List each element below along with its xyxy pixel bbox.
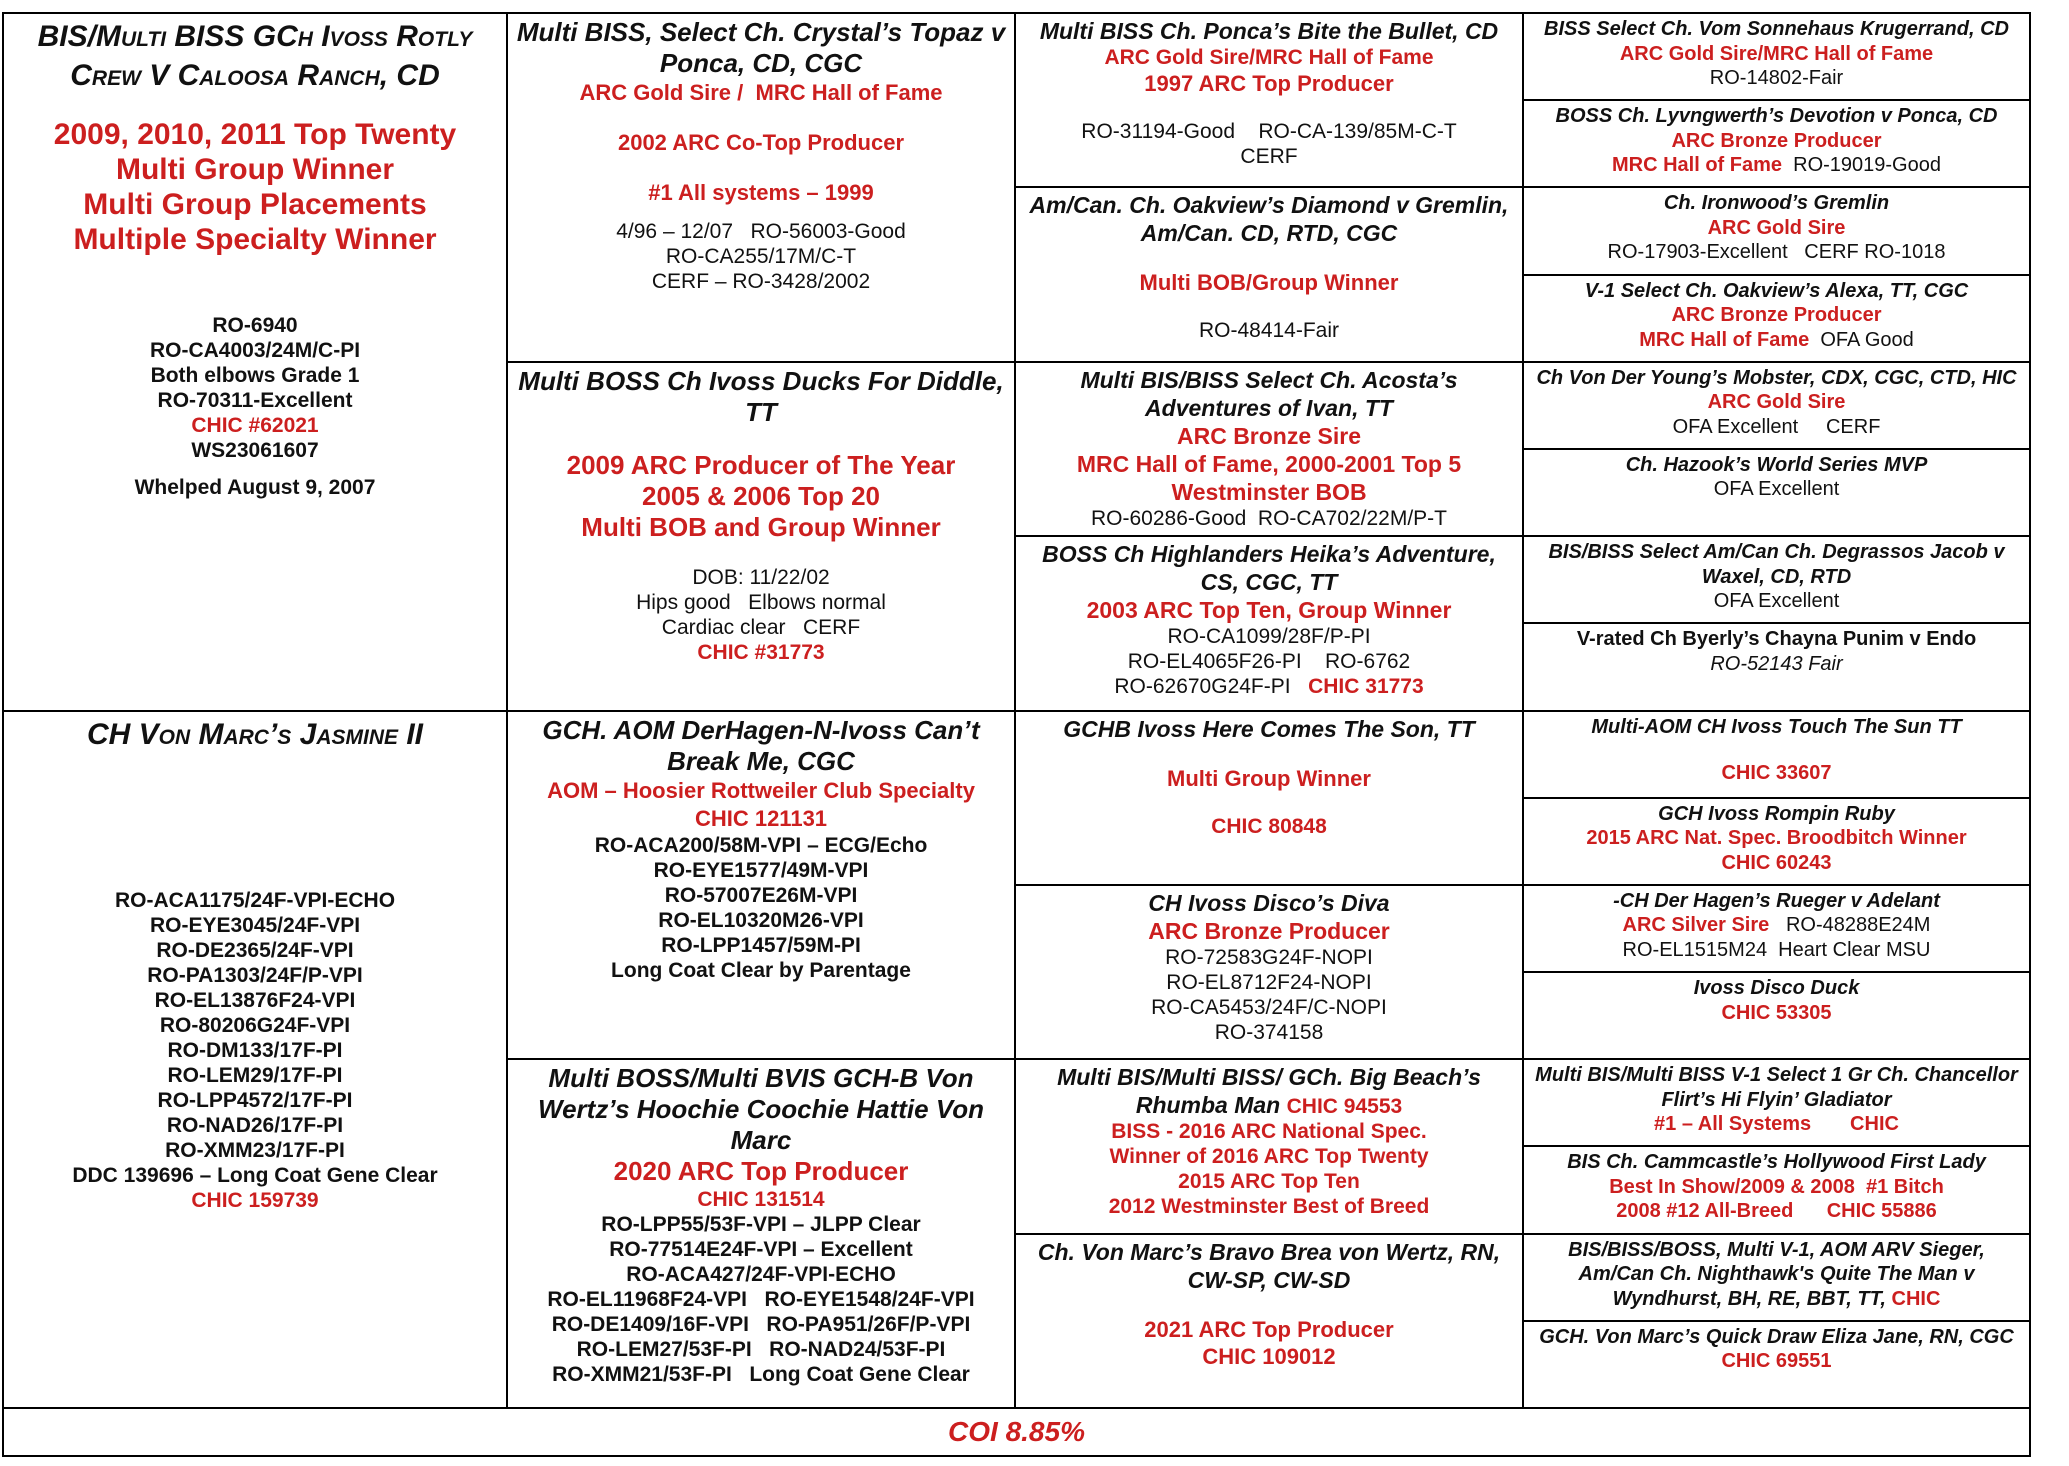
pedigree-line: RO-60286-Good RO-CA702/22M/P-T [1091, 506, 1447, 530]
pedigree-line-tail: CHIC [1891, 1287, 1941, 1310]
pedigree-cell-col3-2 [1016, 188, 1524, 362]
dog-name: Ch. Hazook’s World Series MVP [1625, 453, 1928, 476]
pedigree-cell-col2-1 [508, 14, 1016, 363]
pedigree-chart [2, 12, 2067, 1457]
pedigree-line: RO-62670G24F-PI [1114, 675, 1309, 699]
pedigree-cell-col1-2 [4, 712, 508, 1410]
pedigree-line: RO-LEM29/17F-PI [167, 1063, 343, 1087]
pedigree-line: RO-48414-Fair [1198, 319, 1340, 343]
pedigree-line: CHIC 121131 [694, 805, 828, 831]
pedigree-line: RO-EL11968F24-VPI RO-EYE1548/24F-VPI [547, 1288, 975, 1312]
pedigree-cell-col1-1 [4, 14, 508, 712]
pedigree-line: MRC Hall of Fame [1611, 154, 1794, 177]
pedigree-line-group [1612, 153, 1941, 178]
dog-name: Multi BOSS/Multi BVIS GCH-B Von Wertz’s Hoochie Coochie Hattie Von Marc [538, 1063, 992, 1156]
pedigree-line: ARC Bronze Producer [1148, 917, 1390, 944]
dog-name: CH Von Marc’s Jasmine II [86, 717, 424, 751]
pedigree-cell-col3-1 [1016, 14, 1524, 188]
pedigree-line: 2015 ARC Top Ten [1178, 1170, 1360, 1194]
pedigree-line: RO-14802-Fair [1709, 67, 1844, 89]
pedigree-line: RO-XMM23/17F-PI [165, 1138, 345, 1162]
pedigree-line: 2005 & 2006 Top 20 [642, 480, 880, 511]
pedigree-cell-col4-8 [1524, 624, 2029, 711]
pedigree-line: RO-EL8712F24-NOPI [1166, 970, 1372, 994]
pedigree-cell-col3-3 [1016, 363, 1524, 537]
pedigree-line-group [1114, 674, 1423, 699]
pedigree-line: 2020 ARC Top Producer [613, 1156, 909, 1187]
pedigree-line: 2009, 2010, 2011 Top Twenty [53, 118, 457, 151]
pedigree-line: RO-LPP4572/17F-PI [157, 1088, 353, 1112]
pedigree-line: RO-374158 [1214, 1020, 1324, 1044]
pedigree-line: RO-EL1515M24 Heart Clear MSU [1622, 938, 1931, 961]
pedigree-line: 2002 ARC Co-Top Producer [617, 130, 905, 155]
pedigree-line: Long Coat Clear by Parentage [611, 958, 911, 982]
pedigree-line: Best In Show/2009 & 2008 #1 Bitch [1609, 1175, 1944, 1198]
pedigree-line: RO-EYE3045/24F-VPI [149, 913, 361, 937]
pedigree-line-tail: ARC Gold Sire/MRC Hall of Fame [1104, 46, 1434, 69]
pedigree-line: Cardiac clear CERF [661, 615, 861, 639]
pedigree-cell-col4-12 [1524, 973, 2029, 1060]
dog-name: Am/Can. Ch. Oakview’s Diamond v Gremlin, Am/Can. CD, RTD, CGC [1029, 192, 1514, 247]
pedigree-line: 4/96 – 12/07 RO-56003-Good [616, 220, 906, 243]
pedigree-line: 2015 ARC Nat. Spec. Broodbitch Winner [1586, 827, 1967, 850]
pedigree-line-tail: OFA Good [1820, 328, 1914, 351]
pedigree-line-group [1532, 1238, 2021, 1312]
pedigree-line: RO-72583G24F-NOPI [1165, 945, 1373, 969]
pedigree-cell-col4-11 [1524, 886, 2029, 973]
pedigree-line: CHIC 109012 [1202, 1343, 1336, 1369]
pedigree-line: 2012 Westminster Best of Breed [1108, 1195, 1430, 1219]
pedigree-cell-col4-15 [1524, 1235, 2029, 1322]
pedigree-cell-col4-14 [1524, 1147, 2029, 1234]
pedigree-line: RO-LPP55/53F-VPI – JLPP Clear [601, 1213, 921, 1237]
pedigree-line: RO-57007E26M-VPI [664, 883, 858, 907]
pedigree-line: Multi BOB/Group Winner [1139, 270, 1399, 296]
pedigree-line-group [1532, 17, 2021, 66]
pedigree-line: RO-CA5453/24F/C-NOPI [1151, 995, 1387, 1019]
pedigree-line: RO-80206G24F-VPI [159, 1013, 351, 1037]
pedigree-line: CERF [1240, 145, 1298, 168]
pedigree-line: RO-LEM27/53F-PI RO-NAD24/53F-PI [576, 1338, 946, 1362]
pedigree-line: RO-DM133/17F-PI [167, 1038, 343, 1062]
pedigree-line: Multi Group Winner [115, 153, 395, 186]
pedigree-line: CHIC 53305 [1721, 1001, 1832, 1024]
pedigree-line: RO-77514E24F-VPI – Excellent [609, 1238, 913, 1262]
pedigree-cell-col4-1 [1524, 14, 2029, 101]
pedigree-cell-col4-2 [1524, 101, 2037, 188]
pedigree-line-group [1532, 366, 2067, 415]
pedigree-line: DOB: 11/22/02 [692, 565, 830, 589]
pedigree-line: ARC Gold Sire [1707, 216, 1846, 239]
pedigree-line: DDC 139696 – Long Coat Gene Clear [72, 1163, 438, 1187]
pedigree-cell-col3-7 [1016, 1060, 1524, 1234]
pedigree-line-tail: CHIC 31773 [1308, 675, 1424, 699]
pedigree-line: BISS - 2016 ARC National Spec. [1111, 1120, 1427, 1144]
dog-name: V-rated Ch Byerly’s Chayna Punim v Endo [1576, 628, 1977, 651]
pedigree-line: OFA Excellent CERF [1672, 415, 1881, 438]
dog-name: BOSS Ch Highlanders Heika’s Adventure, CS, CGC, TT [1042, 541, 1503, 596]
pedigree-line: AOM – Hoosier Rottweiler Club Specialty [547, 777, 975, 803]
pedigree-line: RO-31194-Good RO-CA-139/85M-C-T [1081, 120, 1457, 143]
pedigree-cell-col3-4 [1016, 537, 1524, 711]
pedigree-line-tail: ARC Gold Sire [1707, 391, 1846, 414]
pedigree-line: RO-70311-Excellent [157, 389, 353, 412]
dog-name: Multi BIS/BISS Select Ch. Acosta’s Adventures of Ivan, TT [1080, 366, 1464, 421]
pedigree-cell-col4-6 [1524, 450, 2029, 537]
pedigree-line: Both elbows Grade 1 [150, 364, 360, 387]
pedigree-line: RO-EL4065F26-PI RO-6762 [1127, 650, 1411, 674]
dog-name: BIS/Multi BISS GCh Ivoss Rotly Crew V Caloosa Ranch, CD [37, 20, 481, 92]
dog-name: Ch. Ironwood’s Gremlin [1663, 192, 1890, 215]
pedigree-cell-col2-3 [508, 712, 1016, 1061]
pedigree-line: RO-52143 Fair [1710, 652, 1843, 675]
pedigree-line: CHIC 131514 [697, 1188, 825, 1212]
dog-name: Multi BIS/Multi BISS V-1 Select 1 Gr Ch. Chancellor Flirt’s Hi Flyin’ Gladiator [1535, 1064, 2024, 1111]
pedigree-cell-col4-10 [1524, 799, 2029, 886]
pedigree-cell-col2-2 [508, 363, 1016, 712]
dog-name: Multi BIS/Multi BISS/ GCh. Big Beach’s Rhumba Man [1057, 1064, 1488, 1119]
pedigree-line: RO-LPP1457/59M-PI [661, 933, 861, 957]
pedigree-cell-col4-16 [1524, 1322, 2029, 1409]
dog-name: Ch. Von Marc’s Bravo Brea von Wertz, RN, CW-SP, CW-SD [1037, 1238, 1507, 1293]
pedigree-cell-col3-6 [1016, 886, 1524, 1060]
pedigree-line: CHIC 159739 [191, 1188, 319, 1212]
pedigree-cell-col2-4 [508, 1060, 1016, 1409]
pedigree-line-group [1532, 104, 2037, 153]
pedigree-line: Hips good Elbows normal [636, 590, 886, 614]
pedigree-line: ARC Gold Sire / MRC Hall of Fame [579, 80, 943, 105]
dog-name: CH Ivoss Disco’s Diva [1148, 889, 1390, 916]
dog-name: BIS Ch. Cammcastle’s Hollywood First Lady [1567, 1151, 1986, 1174]
pedigree-line: RO-EYE1577/49M-VPI [653, 858, 869, 882]
pedigree-cell-col4-5 [1524, 363, 2067, 450]
pedigree-cell-col3-5 [1016, 712, 1524, 886]
pedigree-line: RO-EL10320M26-VPI [658, 908, 864, 932]
pedigree-line: MRC Hall of Fame, 2000-2001 Top 5 [1076, 450, 1462, 477]
pedigree-line-group [1024, 17, 1514, 70]
pedigree-line-group [1024, 1063, 1514, 1119]
dog-name: V-1 Select Ch. Oakview’s Alexa, TT, CGC [1584, 279, 1969, 302]
dog-name: BISS Select Ch. Vom Sonnehaus Krugerrand, CD [1544, 18, 2021, 40]
pedigree-line: 1997 ARC Top Producer [1144, 71, 1394, 96]
coi-footer [4, 1409, 2029, 1455]
pedigree-line: Multi BOB and Group Winner [581, 511, 941, 542]
pedigree-line: CHIC 60243 [1721, 851, 1832, 874]
pedigree-line-group [1639, 328, 1914, 353]
pedigree-line: RO-CA255/17M/C-T [665, 245, 857, 268]
pedigree-line: Multiple Specialty Winner [73, 223, 437, 256]
pedigree-line: CHIC 69551 [1721, 1350, 1832, 1373]
pedigree-line: RO-ACA427/24F-VPI-ECHO [626, 1263, 896, 1287]
dog-name: BOSS Ch. Lyvngwerth’s Devotion v Ponca, CD [1555, 105, 2037, 128]
dog-name: Multi BOSS Ch Ivoss Ducks For Diddle, TT [518, 365, 1011, 427]
pedigree-line: #1 – All Systems CHIC [1654, 1113, 1899, 1136]
dog-name: GCH. Von Marc’s Quick Draw Eliza Jane, RN, CGC [1539, 1325, 2014, 1348]
pedigree-line: Multi Group Placements [83, 188, 427, 221]
dog-name: Multi BISS Ch. Ponca’s Bite the Bullet, CD [1039, 18, 1511, 44]
pedigree-line: ARC Bronze Sire [1176, 422, 1362, 449]
pedigree-line: RO-XMM21/53F-PI Long Coat Gene Clear [552, 1363, 970, 1387]
pedigree-line: Westminster BOB [1171, 478, 1367, 505]
pedigree-line: ARC Bronze Producer [1671, 304, 1882, 327]
pedigree-line: 2008 #12 All-Breed CHIC 55886 [1616, 1200, 1937, 1223]
pedigree-line: RO-6940 [212, 314, 298, 337]
dog-name: Multi BISS, Select Ch. Crystal’s Topaz v Ponca, CD, CGC [516, 17, 1013, 78]
pedigree-line: 2021 ARC Top Producer [1144, 1316, 1394, 1342]
pedigree-line: CHIC #62021 [191, 414, 319, 437]
pedigree-line: RO-CA4003/24M/C-PI [149, 339, 361, 362]
pedigree-line: CHIC 80848 [1211, 814, 1327, 838]
coi-value: COI 8.85% [948, 1416, 1085, 1447]
pedigree-cell-col4-3 [1524, 188, 2029, 275]
pedigree-line: RO-17903-Excellent CERF RO-1018 [1607, 241, 1946, 264]
pedigree-cell-col4-4 [1524, 276, 2029, 363]
pedigree-line: WS23061607 [191, 439, 319, 462]
dog-name: Ch Von Der Young’s Mobster, CDX, CGC, CTD, HIC [1536, 366, 2067, 389]
pedigree-line: CERF – RO-3428/2002 [651, 270, 871, 293]
dog-name: Ivoss Disco Duck [1693, 977, 1860, 1000]
pedigree-line: Whelped August 9, 2007 [134, 476, 376, 499]
pedigree-line: RO-EL13876F24-VPI [154, 988, 356, 1012]
pedigree-line: ARC Silver Sire [1622, 914, 1786, 937]
pedigree-line-tail: CHIC 94553 [1286, 1095, 1403, 1119]
dog-name: GCHB Ivoss Here Comes The Son, TT [1063, 715, 1475, 742]
pedigree-line: OFA Excellent [1713, 590, 1840, 613]
pedigree-line: OFA Excellent [1713, 478, 1840, 501]
pedigree-line: RO-NAD26/17F-PI [166, 1113, 344, 1137]
pedigree-line: 2003 ARC Top Ten, Group Winner [1086, 597, 1452, 624]
pedigree-line: CHIC #31773 [697, 640, 825, 664]
dog-name: -CH Der Hagen’s Rueger v Adelant [1613, 889, 1940, 912]
pedigree-line: RO-PA1303/24F/P-VPI [147, 963, 363, 987]
pedigree-line: Multi Group Winner [1167, 765, 1371, 791]
pedigree-line-tail: RO-19019-Good [1793, 154, 1941, 177]
pedigree-line-group [1623, 913, 1931, 938]
pedigree-line: CHIC 33607 [1721, 762, 1832, 784]
dog-name: Multi-AOM CH Ivoss Touch The Sun TT [1591, 715, 1962, 738]
pedigree-line: #1 All systems – 1999 [648, 180, 874, 205]
pedigree-cell-col4-13 [1524, 1060, 2029, 1147]
pedigree-line: Winner of 2016 ARC Top Twenty [1109, 1145, 1429, 1169]
dog-name: BIS/BISS/BOSS, Multi V-1, AOM ARV Sieger, Am/Can Ch. Nighthawk's Quite The Man v Wyndhurst, BH, RE, BBT, TT, [1568, 1238, 1990, 1310]
pedigree-line: RO-ACA1175/24F-VPI-ECHO [114, 888, 396, 912]
dog-name: GCH Ivoss Rompin Ruby [1658, 802, 1895, 825]
pedigree-line-tail: ARC Gold Sire/MRC Hall of Fame [1619, 42, 1934, 65]
pedigree-line: RO-CA1099/28F/P-PI [1167, 625, 1371, 649]
pedigree-line: RO-DE2365/24F-VPI [156, 938, 354, 962]
pedigree-line: RO-ACA200/58M-VPI – ECG/Echo [594, 833, 928, 857]
pedigree-line-tail: ARC Bronze Producer [1671, 129, 1882, 152]
pedigree-line: RO-DE1409/16F-VPI RO-PA951/26F/P-VPI [551, 1313, 971, 1337]
pedigree-cell-col3-8 [1016, 1235, 1524, 1409]
dog-name: GCH. AOM DerHagen-N-Ivoss Can’t Break Me, CGC [542, 714, 987, 776]
pedigree-line: MRC Hall of Fame [1639, 328, 1821, 351]
pedigree-line: 2009 ARC Producer of The Year [566, 449, 956, 480]
dog-name: BIS/BISS Select Am/Can Ch. Degrassos Jacob v Waxel, CD, RTD [1548, 541, 2011, 588]
pedigree-cell-col4-7 [1524, 537, 2029, 624]
pedigree-cell-col4-9 [1524, 712, 2029, 799]
pedigree-line-tail: RO-48288E24M [1785, 914, 1931, 937]
